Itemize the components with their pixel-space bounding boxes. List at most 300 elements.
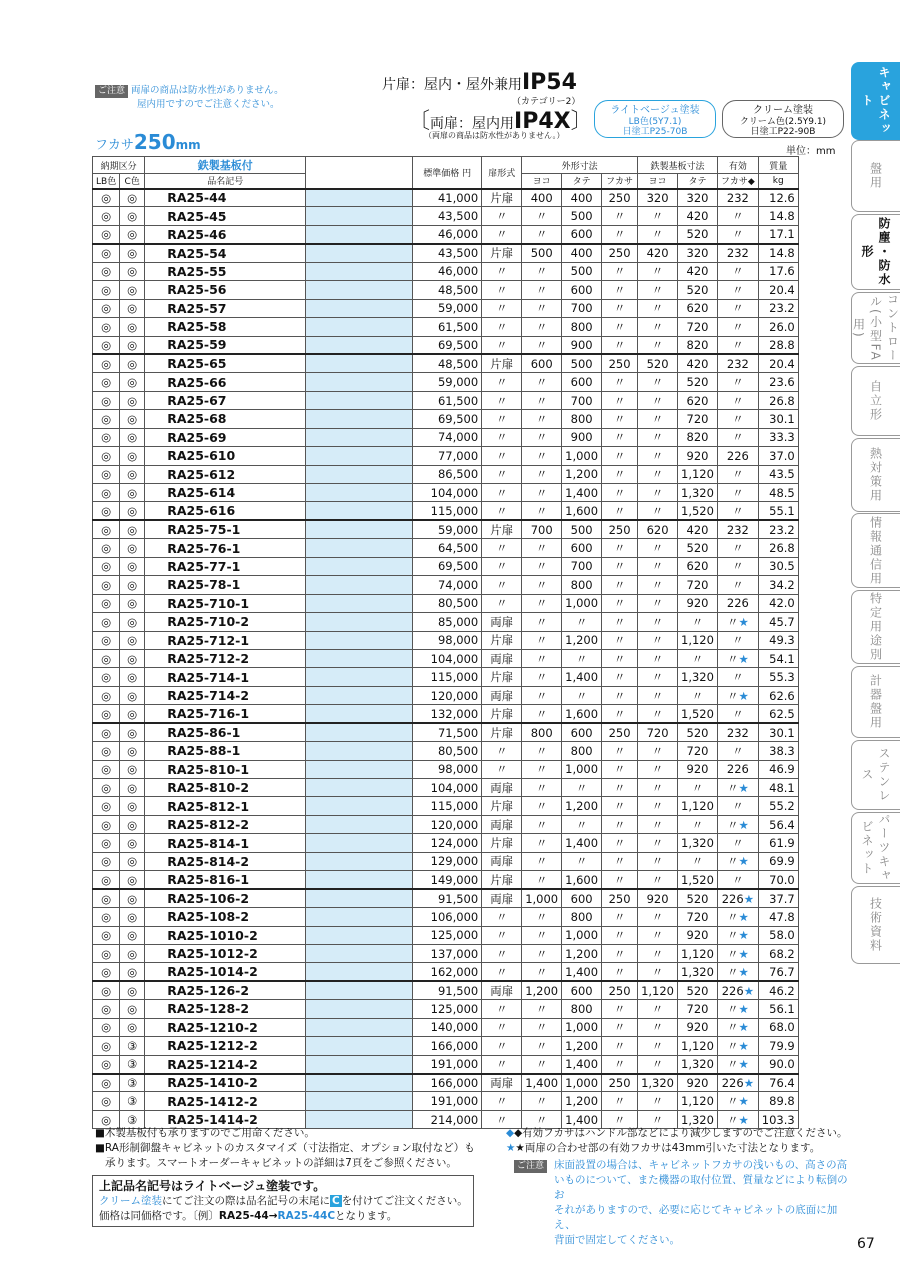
c-mark: ◎	[120, 908, 145, 926]
plate-yoko: 〃	[638, 815, 678, 833]
footnote-wood: ■木製基板付も承りますのでご用命ください。	[95, 1127, 315, 1139]
effective-depth: 226★	[717, 1074, 758, 1092]
door-type: 〃	[482, 281, 522, 299]
plate-tate: 720	[678, 742, 718, 760]
outer-fukasa: 〃	[602, 613, 638, 631]
price: 48,500	[413, 281, 482, 299]
table-row	[93, 244, 799, 262]
outer-tate: 800	[562, 318, 602, 336]
table-row	[93, 1055, 799, 1073]
c-mark: ◎	[120, 963, 145, 981]
mass: 54.1	[758, 649, 798, 667]
plate-yoko: 〃	[638, 1092, 678, 1110]
door-type: 〃	[482, 1055, 522, 1073]
table-row	[93, 889, 799, 907]
bracket-right: 〕	[570, 109, 593, 134]
outer-fukasa: 〃	[602, 1092, 638, 1110]
blank-cell	[306, 539, 413, 557]
mass: 20.4	[758, 281, 798, 299]
model-code: RA25-55	[145, 262, 306, 280]
c-mark: ◎	[120, 189, 145, 207]
door-type: 両扉	[482, 981, 522, 999]
door-type: 片扉	[482, 631, 522, 649]
model-code: RA25-54	[145, 244, 306, 262]
c-mark: ◎	[120, 668, 145, 686]
th-fukasa: フカサ	[602, 174, 638, 189]
lb-mark: ◎	[93, 539, 120, 557]
effective-depth: 232	[717, 520, 758, 538]
c-mark: ③	[120, 1037, 145, 1055]
effective-depth: 〃	[717, 871, 758, 889]
outer-tate: 1,400	[562, 1110, 602, 1128]
price: 77,000	[413, 447, 482, 465]
notice	[95, 84, 284, 111]
plate-yoko: 〃	[638, 262, 678, 280]
plate-tate: 1,320	[678, 484, 718, 502]
th-blank	[306, 157, 413, 189]
effective-depth: 〃	[717, 428, 758, 446]
blank-cell	[306, 871, 413, 889]
outer-fukasa: 〃	[602, 944, 638, 962]
sidebar-tab[interactable]: 技術資料	[851, 886, 900, 964]
c-mark: ③	[120, 1110, 145, 1128]
outer-tate: 700	[562, 391, 602, 409]
plate-tate: 1,120	[678, 631, 718, 649]
paint-note-box	[92, 1175, 474, 1227]
outer-tate: 1,000	[562, 926, 602, 944]
table-row	[93, 262, 799, 280]
blank-cell	[306, 502, 413, 520]
model-code: RA25-46	[145, 225, 306, 243]
lb-mark: ◎	[93, 686, 120, 704]
sidebar-tab[interactable]: パーツキャビネット	[851, 812, 900, 884]
sidebar-tab[interactable]: 盤用	[851, 140, 900, 212]
door-type: 〃	[482, 318, 522, 336]
door-type: 〃	[482, 428, 522, 446]
model-code: RA25-814-2	[145, 852, 306, 870]
plate-yoko: 720	[638, 723, 678, 741]
outer-tate: 600	[562, 281, 602, 299]
model-code: RA25-710-1	[145, 594, 306, 612]
outer-fukasa: 〃	[602, 742, 638, 760]
mass: 30.1	[758, 410, 798, 428]
blank-cell	[306, 484, 413, 502]
lb-mark: ◎	[93, 336, 120, 354]
plate-yoko: 〃	[638, 779, 678, 797]
outer-tate: 1,000	[562, 594, 602, 612]
lb-mark: ◎	[93, 299, 120, 317]
outer-fukasa: 〃	[602, 649, 638, 667]
notice-tag: ご注意	[95, 85, 128, 98]
outer-fukasa: 〃	[602, 557, 638, 575]
blank-cell	[306, 299, 413, 317]
plate-tate: 620	[678, 557, 718, 575]
th-mass: 質量	[758, 157, 798, 174]
paint-note-cream: クリーム塗装	[99, 1195, 162, 1207]
c-mark: ◎	[120, 649, 145, 667]
c-mark: ◎	[120, 686, 145, 704]
mass: 37.7	[758, 889, 798, 907]
plate-yoko: 1,320	[638, 1074, 678, 1092]
outer-yoko: 〃	[522, 1110, 562, 1128]
table-row	[93, 189, 799, 207]
outer-tate: 1,000	[562, 1074, 602, 1092]
table-row	[93, 944, 799, 962]
footnote-effective: ◆有効フカサはハンドル部などにより減少しますのでご注意ください。	[514, 1127, 848, 1139]
table-row	[93, 465, 799, 483]
sidebar-tab[interactable]: 熱対策用	[851, 438, 900, 512]
sidebar-tab[interactable]: ステンレス	[851, 740, 900, 810]
outer-yoko: 〃	[522, 742, 562, 760]
outer-fukasa: 〃	[602, 576, 638, 594]
plate-tate: 1,520	[678, 502, 718, 520]
blank-cell	[306, 852, 413, 870]
table-row	[93, 760, 799, 778]
effective-depth: 232	[717, 189, 758, 207]
lb-mark: ◎	[93, 576, 120, 594]
c-mark: ◎	[120, 465, 145, 483]
mass: 34.2	[758, 576, 798, 594]
price: 74,000	[413, 428, 482, 446]
outer-yoko: 〃	[522, 447, 562, 465]
door-type: 〃	[482, 336, 522, 354]
th-kg: kg	[758, 174, 798, 189]
paint-note-l2d: を付けてご注文ください。	[341, 1195, 468, 1207]
outer-tate: 600	[562, 889, 602, 907]
plate-yoko: 〃	[638, 1110, 678, 1128]
blank-cell	[306, 668, 413, 686]
lb-mark: ◎	[93, 613, 120, 631]
sidebar-tab[interactable]: 防塵・防水形	[851, 214, 900, 290]
lb-mark: ◎	[93, 668, 120, 686]
model-code: RA25-45	[145, 207, 306, 225]
price: 46,000	[413, 225, 482, 243]
effective-depth: 〃	[717, 465, 758, 483]
sidebar-tab[interactable]: キャビネット	[851, 62, 900, 140]
outer-fukasa: 〃	[602, 391, 638, 409]
blank-cell	[306, 1055, 413, 1073]
blank-cell	[306, 594, 413, 612]
model-code: RA25-126-2	[145, 981, 306, 999]
table-row	[93, 354, 799, 372]
blank-cell	[306, 1037, 413, 1055]
lb-mark: ◎	[93, 1110, 120, 1128]
mass: 26.8	[758, 539, 798, 557]
c-mark: ◎	[120, 281, 145, 299]
blank-cell	[306, 391, 413, 409]
blank-cell	[306, 225, 413, 243]
notice-line2: 屋内用ですのでご注意ください。	[137, 99, 280, 110]
door-type: 片扉	[482, 668, 522, 686]
outer-fukasa: 〃	[602, 336, 638, 354]
blank-cell	[306, 723, 413, 741]
outer-yoko: 〃	[522, 318, 562, 336]
price: 48,500	[413, 354, 482, 372]
blank-cell	[306, 1018, 413, 1036]
price: 125,000	[413, 926, 482, 944]
lb-mark: ◎	[93, 963, 120, 981]
effective-depth: 232	[717, 723, 758, 741]
price: 214,000	[413, 1110, 482, 1128]
outer-tate: 500	[562, 354, 602, 372]
outer-tate: 〃	[562, 779, 602, 797]
outer-tate: 1,200	[562, 465, 602, 483]
price: 104,000	[413, 779, 482, 797]
th-plate: 鉄製基板寸法	[638, 157, 718, 174]
effective-depth: 〃	[717, 742, 758, 760]
outer-tate: 800	[562, 908, 602, 926]
plate-tate: 〃	[678, 815, 718, 833]
sidebar-tab[interactable]: 計器盤用	[851, 666, 900, 738]
c-mark: ◎	[120, 262, 145, 280]
plate-yoko: 〃	[638, 1055, 678, 1073]
door-type: 両扉	[482, 852, 522, 870]
outer-yoko: 〃	[522, 281, 562, 299]
outer-fukasa: 250	[602, 889, 638, 907]
plate-tate: 520	[678, 981, 718, 999]
outer-yoko: 〃	[522, 1092, 562, 1110]
th-price: 標準価格 円	[413, 157, 482, 189]
outer-yoko: 〃	[522, 760, 562, 778]
effective-depth: 〃★	[717, 926, 758, 944]
model-code: RA25-86-1	[145, 723, 306, 741]
footnote-custom-b: 承ります。スマートオーダーキャビネットの詳細は7頁をご参照ください。	[105, 1157, 457, 1169]
effective-depth: 〃	[717, 410, 758, 428]
price: 91,500	[413, 981, 482, 999]
paint-note-arrow: →	[268, 1210, 278, 1222]
plate-yoko: 〃	[638, 465, 678, 483]
price: 137,000	[413, 944, 482, 962]
plate-yoko: 〃	[638, 631, 678, 649]
outer-fukasa: 250	[602, 981, 638, 999]
table-row	[93, 336, 799, 354]
footnotes-left	[95, 1126, 505, 1171]
model-code: RA25-44	[145, 189, 306, 207]
caution-line1: 床面設置の場合は、キャビネットフカサの浅いもの、高さの高	[554, 1159, 848, 1171]
double-note: （両扉の商品は防水性がありません。）	[424, 131, 565, 140]
outer-fukasa: 〃	[602, 465, 638, 483]
outer-tate: 700	[562, 557, 602, 575]
outer-tate: 900	[562, 428, 602, 446]
outer-yoko: 〃	[522, 428, 562, 446]
table-row	[93, 225, 799, 243]
effective-depth: 〃★	[717, 963, 758, 981]
price: 46,000	[413, 262, 482, 280]
outer-tate: 1,000	[562, 1018, 602, 1036]
outer-tate: 1,200	[562, 1092, 602, 1110]
door-type: 片扉	[482, 705, 522, 723]
effective-depth: 〃	[717, 262, 758, 280]
outer-tate: 1,000	[562, 447, 602, 465]
lb-mark: ◎	[93, 871, 120, 889]
model-code: RA25-128-2	[145, 1000, 306, 1018]
outer-yoko: 〃	[522, 557, 562, 575]
door-type: 片扉	[482, 520, 522, 538]
plate-yoko: 520	[638, 354, 678, 372]
price: 98,000	[413, 631, 482, 649]
c-mark: ◎	[120, 705, 145, 723]
door-type: 〃	[482, 484, 522, 502]
plate-tate: 1,320	[678, 963, 718, 981]
c-mark: ◎	[120, 410, 145, 428]
c-mark: ◎	[120, 723, 145, 741]
sidebar-tab[interactable]: 情報通信用	[851, 513, 900, 588]
plate-tate: 420	[678, 207, 718, 225]
c-mark: ◎	[120, 244, 145, 262]
mass: 68.2	[758, 944, 798, 962]
price: 91,500	[413, 889, 482, 907]
plate-tate: 920	[678, 926, 718, 944]
model-code: RA25-610	[145, 447, 306, 465]
outer-tate: 1,200	[562, 944, 602, 962]
price: 191,000	[413, 1092, 482, 1110]
door-type: 〃	[482, 373, 522, 391]
mass: 103.3	[758, 1110, 798, 1128]
door-type: 〃	[482, 576, 522, 594]
table-row	[93, 742, 799, 760]
outer-fukasa: 〃	[602, 428, 638, 446]
light-beige-title: ライトベージュ塗装	[610, 105, 700, 116]
effective-depth: 〃	[717, 834, 758, 852]
table-row	[93, 428, 799, 446]
model-code: RA25-714-2	[145, 686, 306, 704]
door-type: 片扉	[482, 797, 522, 815]
lb-mark: ◎	[93, 742, 120, 760]
lb-mark: ◎	[93, 557, 120, 575]
plate-tate: 320	[678, 189, 718, 207]
light-beige-l1: LB色(5Y7.1)	[628, 117, 682, 127]
table-row	[93, 815, 799, 833]
table-row	[93, 705, 799, 723]
effective-depth: 〃★	[717, 1000, 758, 1018]
plate-tate: 720	[678, 318, 718, 336]
effective-depth: 〃★	[717, 1110, 758, 1128]
outer-tate: 800	[562, 1000, 602, 1018]
model-code: RA25-65	[145, 354, 306, 372]
sidebar-tab[interactable]: コントロール(小型FA用)	[851, 293, 900, 363]
outer-fukasa: 〃	[602, 926, 638, 944]
lb-mark: ◎	[93, 1018, 120, 1036]
table-row	[93, 557, 799, 575]
model-code: RA25-1412-2	[145, 1092, 306, 1110]
mass: 14.8	[758, 207, 798, 225]
door-type: 〃	[482, 502, 522, 520]
model-code: RA25-66	[145, 373, 306, 391]
outer-tate: 〃	[562, 686, 602, 704]
notice-line1: 両扉の商品は防水性がありません。	[131, 85, 284, 96]
door-type: 片扉	[482, 244, 522, 262]
c-mark: ◎	[120, 779, 145, 797]
plate-tate: 〃	[678, 686, 718, 704]
lb-mark: ◎	[93, 908, 120, 926]
paint-note-l3e: となります。	[335, 1210, 398, 1222]
cream-l2: 日塗工P22-90B	[750, 127, 816, 137]
effective-depth: 〃	[717, 299, 758, 317]
price: 61,500	[413, 391, 482, 409]
effective-depth: 〃	[717, 484, 758, 502]
door-type: 〃	[482, 1110, 522, 1128]
th-effective1: 有効	[717, 157, 758, 174]
table-row	[93, 281, 799, 299]
table-row	[93, 963, 799, 981]
table-row	[93, 410, 799, 428]
mass: 33.3	[758, 428, 798, 446]
door-type: 〃	[482, 963, 522, 981]
c-mark: ◎	[120, 428, 145, 446]
table-row	[93, 981, 799, 999]
table-row	[93, 520, 799, 538]
table-row	[93, 447, 799, 465]
price: 140,000	[413, 1018, 482, 1036]
paint-note-title: 上記品名記号はライトベージュ塗装です。	[99, 1179, 326, 1193]
plate-tate: 1,120	[678, 1037, 718, 1055]
effective-depth: 〃	[717, 797, 758, 815]
lb-mark: ◎	[93, 649, 120, 667]
blank-cell	[306, 465, 413, 483]
door-type: 片扉	[482, 354, 522, 372]
plate-yoko: 〃	[638, 649, 678, 667]
plate-yoko: 〃	[638, 944, 678, 962]
door-type: 〃	[482, 1018, 522, 1036]
plate-yoko: 〃	[638, 1000, 678, 1018]
lb-mark: ◎	[93, 981, 120, 999]
light-beige-l2: 日塗工P25-70B	[622, 127, 688, 137]
effective-depth: 226★	[717, 889, 758, 907]
bracket-left: 〔	[408, 109, 431, 134]
mass: 23.2	[758, 520, 798, 538]
door-type: 〃	[482, 539, 522, 557]
effective-depth: 〃	[717, 281, 758, 299]
plate-tate: 420	[678, 354, 718, 372]
plate-tate: 720	[678, 908, 718, 926]
table-row	[93, 207, 799, 225]
lb-mark: ◎	[93, 1000, 120, 1018]
mass: 55.2	[758, 797, 798, 815]
mass: 49.3	[758, 631, 798, 649]
plate-tate: 420	[678, 520, 718, 538]
price: 149,000	[413, 871, 482, 889]
paint-note-example-from: RA25-44	[218, 1210, 269, 1222]
sidebar-tab[interactable]: 特定用途別	[851, 590, 900, 664]
th-door: 扉形式	[482, 157, 522, 189]
plate-yoko: 〃	[638, 926, 678, 944]
outer-yoko: 〃	[522, 465, 562, 483]
plate-yoko: 320	[638, 189, 678, 207]
table-row	[93, 668, 799, 686]
price: 69,500	[413, 557, 482, 575]
lb-mark: ◎	[93, 1092, 120, 1110]
sidebar-tab[interactable]: 自立形	[851, 366, 900, 436]
plate-tate: 620	[678, 391, 718, 409]
blank-cell	[306, 944, 413, 962]
model-code: RA25-810-2	[145, 779, 306, 797]
table-row	[93, 1000, 799, 1018]
outer-fukasa: 〃	[602, 797, 638, 815]
mass: 43.5	[758, 465, 798, 483]
door-type: 〃	[482, 908, 522, 926]
door-type: 〃	[482, 299, 522, 317]
effective-depth: 〃	[717, 391, 758, 409]
unit-label: 単位：mm	[786, 146, 836, 157]
lb-mark: ◎	[93, 484, 120, 502]
door-type: 〃	[482, 465, 522, 483]
model-code: RA25-69	[145, 428, 306, 446]
effective-depth: 〃★	[717, 908, 758, 926]
plate-yoko: 〃	[638, 281, 678, 299]
model-code: RA25-1414-2	[145, 1110, 306, 1128]
plate-yoko: 〃	[638, 557, 678, 575]
th-effective2: フカサ◆	[717, 174, 758, 189]
